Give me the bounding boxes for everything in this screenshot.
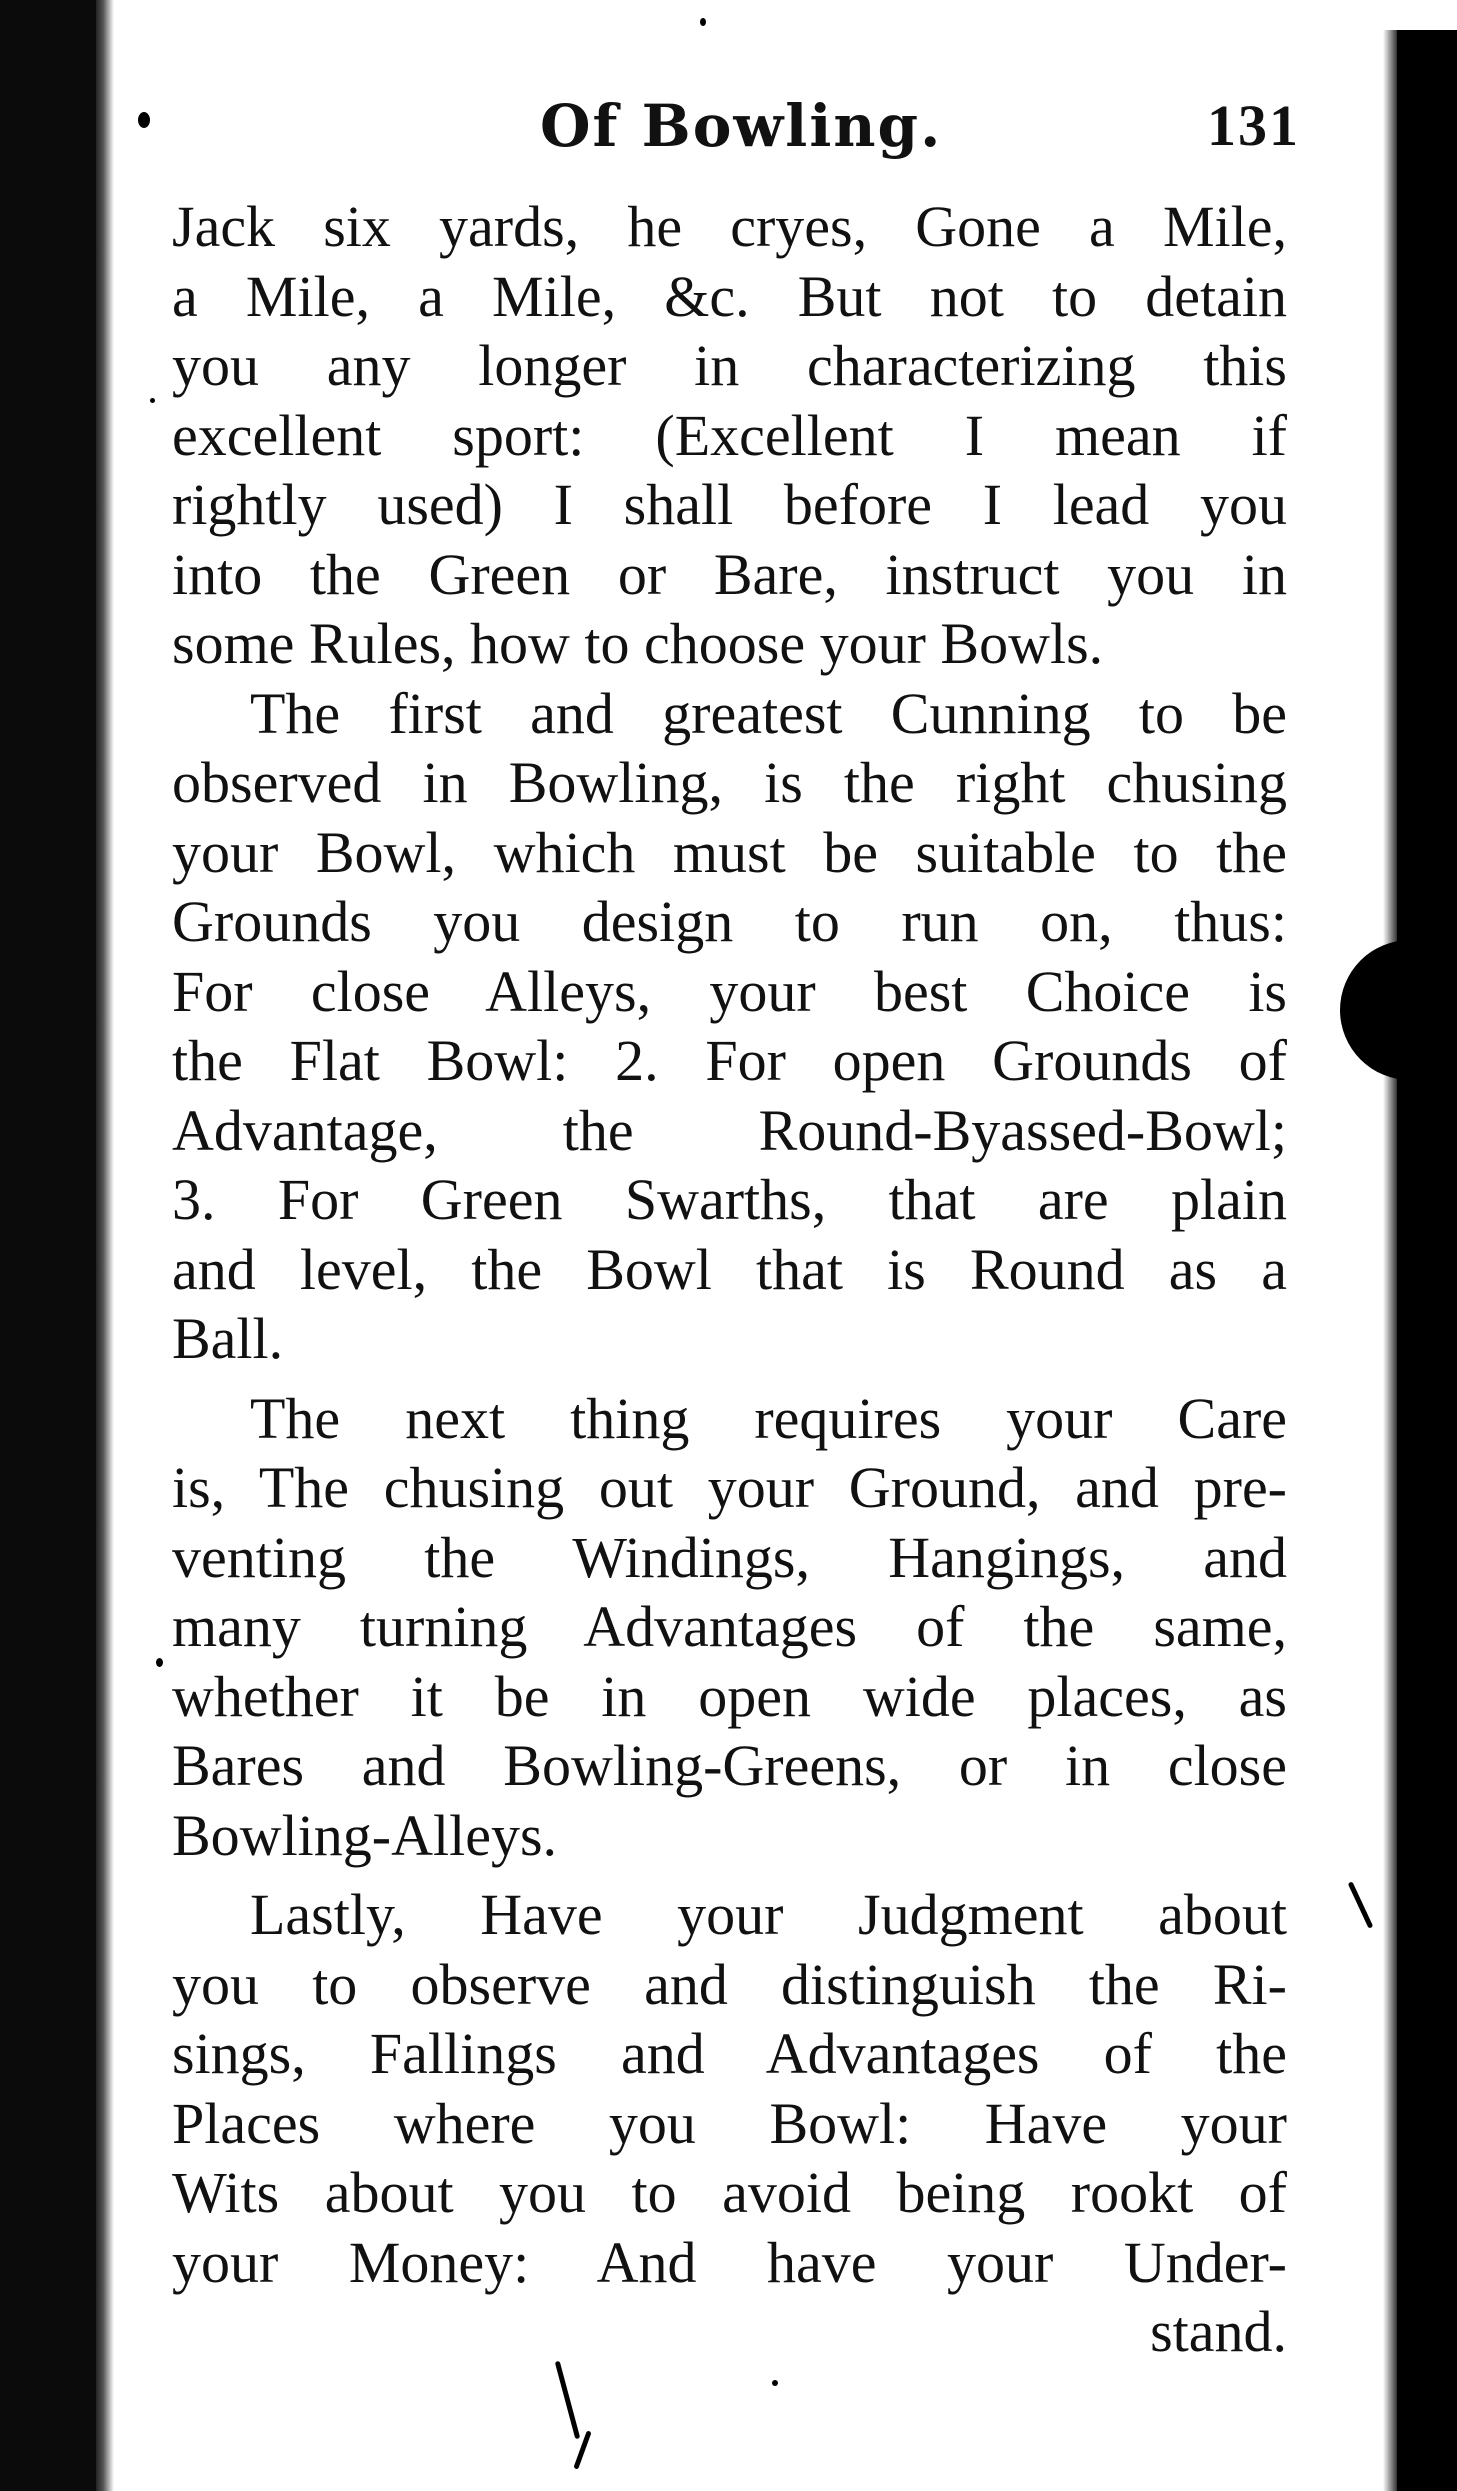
text-line: Wits about you to avoid being rookt of (172, 2160, 1287, 2225)
ink-speck (772, 2380, 778, 2386)
ink-speck (150, 398, 155, 403)
text-line: Bares and Bowling-Greens, or in close (172, 1733, 1287, 1798)
book-binding-shadow (0, 0, 100, 2491)
text-line: Lastly, Have your Judgment about (250, 1882, 1287, 1947)
text-line: and level, the Bowl that is Round as a (172, 1236, 1287, 1302)
running-head: Of Bowling. (540, 92, 943, 160)
text-line: you any longer in characterizing this (172, 333, 1287, 398)
text-line: your Bowl, which must be suitable to the (172, 819, 1287, 885)
text-line: excellent sport: (Excellent I mean if (172, 402, 1287, 468)
ink-speck (700, 18, 706, 26)
text-line: many turning Advantages of the same, (172, 1594, 1287, 1659)
text-line: your Money: And have your Under- (172, 2229, 1287, 2295)
page-edge-shadow (1397, 30, 1457, 2491)
paragraph-gap (172, 1374, 1287, 1384)
text-line: whether it be in open wide places, as (172, 1663, 1287, 1729)
text-line: is, The chusing out your Ground, and pre- (172, 1455, 1287, 1520)
ink-speck (156, 1658, 163, 1667)
catchword: stand. (1150, 2299, 1287, 2364)
text-line: The first and greatest Cunning to be (250, 680, 1287, 746)
text-line: 3. For Green Swarths, that are plain (172, 1167, 1287, 1232)
page-edge-fade (1383, 30, 1397, 2491)
text-line: Grounds you design to run on, thus: (172, 889, 1287, 954)
page-number: 131 (1207, 93, 1300, 158)
text-line: Places where you Bowl: Have your (172, 2090, 1287, 2156)
thumb-tab-mark (1340, 940, 1410, 1080)
text-line: observed in Bowling, is the right chusing (172, 750, 1287, 815)
paragraph-gap (172, 1870, 1287, 1880)
text-line: Bowling-Alleys. (172, 1802, 558, 1868)
text-line: rightly used) I shall before I lead you (172, 472, 1287, 537)
text-line: the Flat Bowl: 2. For open Grounds of (172, 1028, 1287, 1093)
text-line: Ball. (172, 1306, 284, 1371)
text-line: The next thing requires your Care (250, 1385, 1287, 1451)
text-line: a Mile, a Mile, &c. But not to detain (172, 263, 1287, 329)
ink-stroke (555, 2361, 581, 2440)
body-text (172, 192, 1287, 2367)
text-line: Advantage, the Round-Byassed-Bowl; (172, 1097, 1287, 1163)
text-line: For close Alleys, your best Choice is (172, 958, 1287, 1024)
text-line: sings, Fallings and Advantages of the (172, 2021, 1287, 2086)
page-header (540, 92, 1300, 182)
ink-speck (138, 112, 150, 128)
ink-stroke (1348, 1881, 1374, 1928)
text-line: you to observe and distinguish the Ri- (172, 1951, 1287, 2017)
text-line: Jack six yards, he cryes, Gone a Mile, (172, 194, 1287, 259)
text-line: some Rules, how to choose your Bowls. (172, 611, 1104, 676)
text-line: into the Green or Bare, instruct you in (172, 541, 1287, 607)
text-line: venting the Windings, Hangings, and (172, 1524, 1287, 1590)
binding-edge (96, 0, 114, 2491)
